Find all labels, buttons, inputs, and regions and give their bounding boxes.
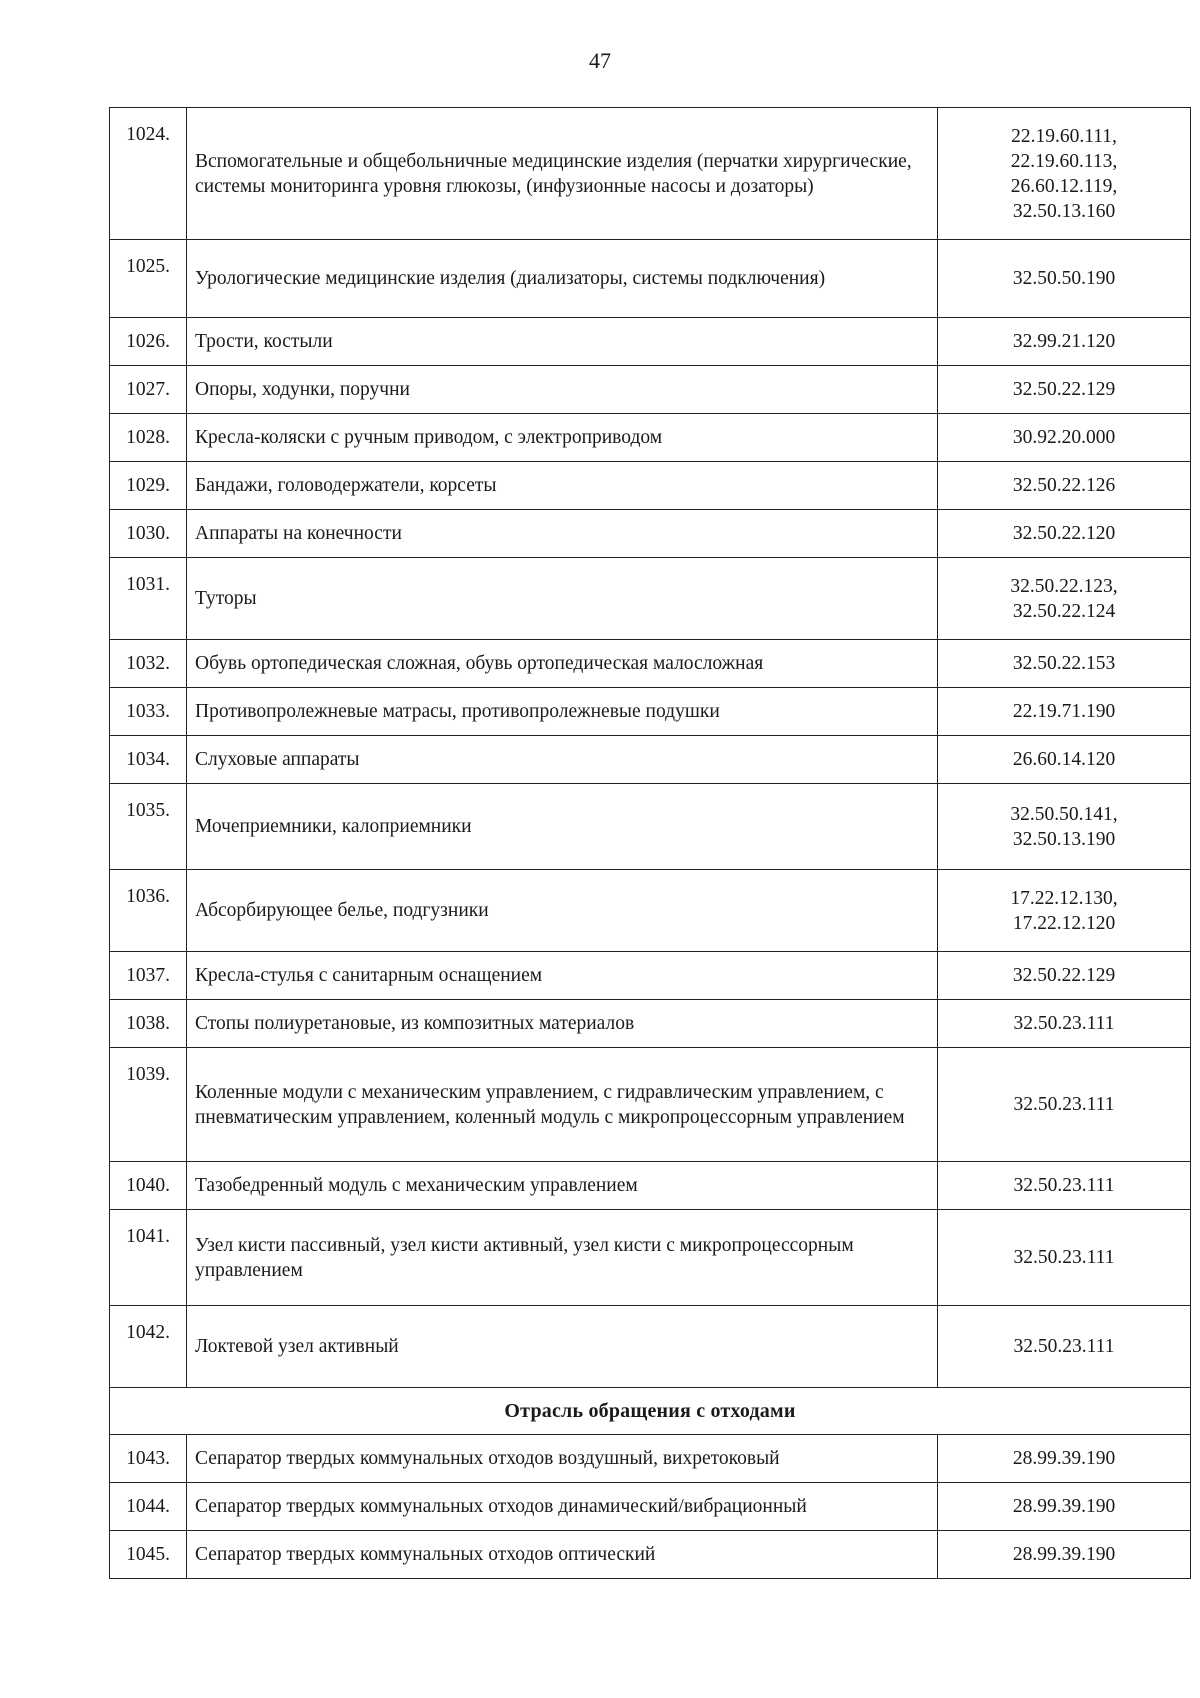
code-line: 30.92.20.000	[1012, 427, 1116, 448]
row-number: 1037.	[110, 952, 187, 1000]
code-line: 32.50.22.153	[1012, 653, 1116, 674]
okpd-code	[938, 1531, 1191, 1579]
table-row	[110, 736, 1191, 784]
table-row	[110, 784, 1191, 870]
item-name: Трости, костыли	[187, 318, 938, 366]
item-name: Стопы полиуретановые, из композитных материалов	[187, 1000, 938, 1048]
okpd-code	[938, 640, 1191, 688]
table-row	[110, 640, 1191, 688]
code-line: 32.50.23.111	[1013, 1175, 1115, 1196]
item-name: Коленные модули с механическим управлением, с гидравлическим управлением, с пневматическим управлением, коленный модуль с микропроцессорным управлением	[187, 1048, 938, 1162]
item-name: Опоры, ходунки, поручни	[187, 366, 938, 414]
row-number: 1041.	[110, 1210, 187, 1306]
okpd-code	[938, 366, 1191, 414]
code-line: 32.50.22.120	[1012, 523, 1116, 544]
okpd-code	[938, 1048, 1191, 1162]
okpd-code	[938, 558, 1191, 640]
code-line: 32.50.22.123,	[1010, 575, 1118, 597]
row-number: 1033.	[110, 688, 187, 736]
table-row	[110, 1435, 1191, 1483]
code-line: 32.50.23.111	[1013, 1013, 1115, 1034]
row-number: 1044.	[110, 1483, 187, 1531]
item-name: Абсорбирующее белье, подгузники	[187, 870, 938, 952]
okpd-code	[938, 870, 1191, 952]
code-line: 28.99.39.190	[1012, 1496, 1116, 1517]
table-row	[110, 1531, 1191, 1579]
code-line: 32.50.13.190	[1012, 828, 1116, 850]
code-line: 32.50.22.126	[1012, 475, 1116, 496]
code-line: 22.19.60.111,	[1011, 125, 1117, 147]
row-number: 1036.	[110, 870, 187, 952]
okpd-code	[938, 462, 1191, 510]
item-name: Вспомогательные и общебольничные медицинские изделия (перчатки хирургические, системы мониторинга уровня глюкозы, (инфузионные насосы и дозаторы)	[187, 108, 938, 240]
item-name: Обувь ортопедическая сложная, обувь ортопедическая малосложная	[187, 640, 938, 688]
code-line: 28.99.39.190	[1012, 1448, 1116, 1469]
okpd-code	[938, 1306, 1191, 1388]
table-row	[110, 1048, 1191, 1162]
row-number: 1024.	[110, 108, 187, 240]
code-line: 32.50.50.141,	[1010, 803, 1118, 825]
table-row	[110, 870, 1191, 952]
row-number: 1034.	[110, 736, 187, 784]
code-line: 32.50.22.129	[1012, 379, 1116, 400]
table-row	[110, 510, 1191, 558]
row-number: 1026.	[110, 318, 187, 366]
row-number: 1031.	[110, 558, 187, 640]
row-number: 1042.	[110, 1306, 187, 1388]
code-line: 32.50.22.129	[1012, 965, 1116, 986]
okpd-code	[938, 1210, 1191, 1306]
okpd-code	[938, 318, 1191, 366]
okpd-code	[938, 108, 1191, 240]
code-line: 32.50.23.111	[1013, 1094, 1115, 1115]
okpd-code	[938, 414, 1191, 462]
table-row	[110, 1162, 1191, 1210]
item-name: Локтевой узел активный	[187, 1306, 938, 1388]
table-row	[110, 558, 1191, 640]
code-line: 32.50.23.111	[1013, 1336, 1115, 1357]
row-number: 1029.	[110, 462, 187, 510]
okpd-code	[938, 240, 1191, 318]
item-name: Сепаратор твердых коммунальных отходов оптический	[187, 1531, 938, 1579]
item-name: Кресла-коляски с ручным приводом, с электроприводом	[187, 414, 938, 462]
table-row	[110, 462, 1191, 510]
okpd-code	[938, 784, 1191, 870]
row-number: 1030.	[110, 510, 187, 558]
row-number: 1027.	[110, 366, 187, 414]
table-row	[110, 414, 1191, 462]
item-name: Урологические медицинские изделия (диализаторы, системы подключения)	[187, 240, 938, 318]
code-line: 32.99.21.120	[1012, 331, 1116, 352]
table-row	[110, 108, 1191, 240]
table-row	[110, 952, 1191, 1000]
okpd-code	[938, 1162, 1191, 1210]
item-name: Бандажи, головодержатели, корсеты	[187, 462, 938, 510]
code-line: 32.50.23.111	[1013, 1247, 1115, 1268]
item-name: Аппараты на конечности	[187, 510, 938, 558]
item-name: Кресла-стулья с санитарным оснащением	[187, 952, 938, 1000]
okpd-code	[938, 1435, 1191, 1483]
page-number: 47	[589, 48, 611, 73]
row-number: 1032.	[110, 640, 187, 688]
row-number: 1039.	[110, 1048, 187, 1162]
section-title: Отрасль обращения с отходами	[110, 1388, 1191, 1435]
code-line: 26.60.14.120	[1012, 749, 1116, 770]
row-number: 1040.	[110, 1162, 187, 1210]
table-row	[110, 1306, 1191, 1388]
classification-table	[109, 107, 1191, 1579]
row-number: 1043.	[110, 1435, 187, 1483]
item-name: Мочеприемники, калоприемники	[187, 784, 938, 870]
table-row	[110, 1000, 1191, 1048]
item-name: Узел кисти пассивный, узел кисти активный, узел кисти с микропроцессорным управлением	[187, 1210, 938, 1306]
code-line: 26.60.12.119,	[1010, 175, 1118, 197]
okpd-code	[938, 510, 1191, 558]
code-line: 32.50.50.190	[1012, 268, 1116, 289]
item-name: Сепаратор твердых коммунальных отходов динамический/вибрационный	[187, 1483, 938, 1531]
table-row	[110, 1210, 1191, 1306]
code-line: 22.19.71.190	[1012, 701, 1116, 722]
table-row	[110, 240, 1191, 318]
table-row	[110, 688, 1191, 736]
row-number: 1045.	[110, 1531, 187, 1579]
code-line: 32.50.13.160	[1012, 200, 1116, 222]
row-number: 1038.	[110, 1000, 187, 1048]
okpd-code	[938, 1483, 1191, 1531]
code-line: 32.50.22.124	[1012, 600, 1116, 622]
item-name: Противопролежневые матрасы, противопролежневые подушки	[187, 688, 938, 736]
section-row	[110, 1388, 1191, 1435]
row-number: 1035.	[110, 784, 187, 870]
code-line: 17.22.12.120	[1012, 912, 1116, 934]
code-line: 22.19.60.113,	[1010, 150, 1118, 172]
table-row	[110, 366, 1191, 414]
table-body	[110, 108, 1191, 1579]
item-name: Сепаратор твердых коммунальных отходов воздушный, вихретоковый	[187, 1435, 938, 1483]
code-line: 17.22.12.130,	[1010, 887, 1118, 909]
okpd-code	[938, 736, 1191, 784]
table-row	[110, 1483, 1191, 1531]
okpd-code	[938, 688, 1191, 736]
table-row	[110, 318, 1191, 366]
code-line: 28.99.39.190	[1012, 1544, 1116, 1565]
row-number: 1025.	[110, 240, 187, 318]
okpd-code	[938, 952, 1191, 1000]
item-name: Тазобедренный модуль с механическим управлением	[187, 1162, 938, 1210]
row-number: 1028.	[110, 414, 187, 462]
okpd-code	[938, 1000, 1191, 1048]
item-name: Слуховые аппараты	[187, 736, 938, 784]
item-name: Туторы	[187, 558, 938, 640]
